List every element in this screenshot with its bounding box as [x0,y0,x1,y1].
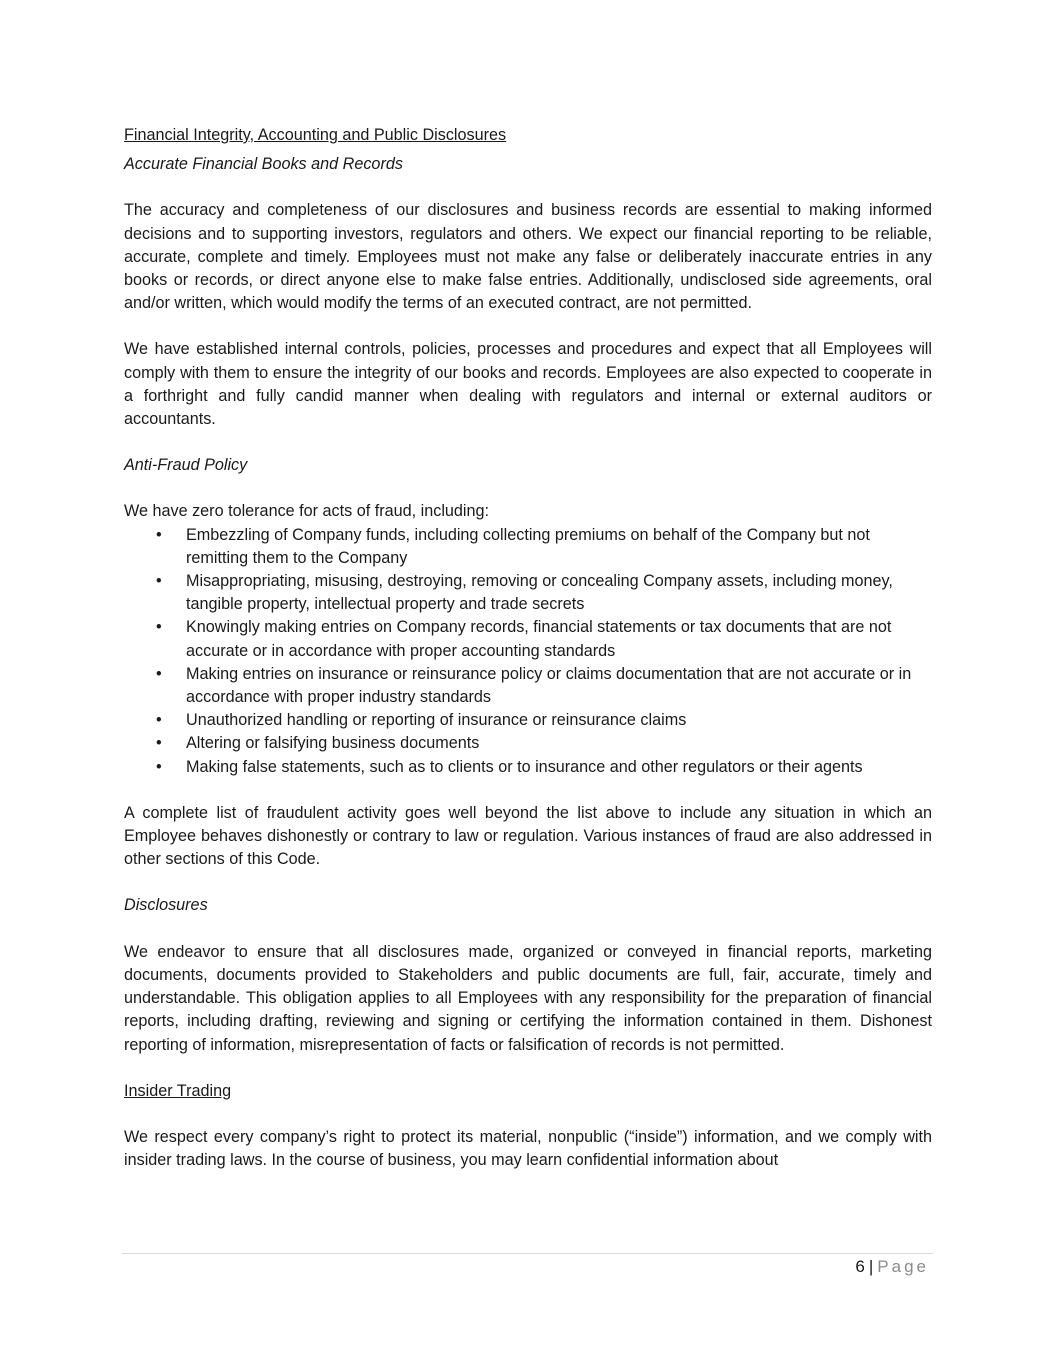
paragraph-anti-fraud: A complete list of fraudulent activity goes well beyond the list above to include any situation in which an Employee behaves dishonestly or contrary to law or regulation. Various instances of fraud are also addressed in other sections of this Code. [124,803,932,869]
list-item: • Altering or falsifying business documents [124,732,932,755]
paragraph-insider-trading: We respect every company’s right to protect its material, nonpublic (“inside”) information, and we comply with insider trading laws. In the course of business, you may learn confidential information about [124,1127,932,1170]
list-item: • Making false statements, such as to clients or to insurance and other regulators or their agents [124,756,932,779]
section-heading-insider-trading: Insider Trading [124,1081,232,1100]
footer-separator: | [868,1257,874,1276]
bullet-icon: • [156,711,162,730]
subsection-title-books-records: Accurate Financial Books and Records [124,155,403,174]
page-label: Page [877,1257,929,1276]
bullet-icon: • [156,525,162,544]
subsection-title-disclosures: Disclosures [124,896,208,915]
anti-fraud-intro: We have zero tolerance for acts of fraud, including: [124,502,490,521]
paragraph-books-records-1: The accuracy and completeness of our disclosures and business records are essential to making informed decisions and to supporting investors, regulators and others. We expect our financial reporting to be reliable, accurate, complete and timely. Employees must not make any false or deliberately inaccurate entries in any books or records, or direct anyone else to make false entries. Additionally, undisclosed side agreements, oral and/or written, which would modify the terms of an executed contract, are not permitted. [124,201,932,313]
list-item: • Unauthorized handling or reporting of insurance or reinsurance claims [124,709,932,732]
page-number: 6 [855,1257,865,1276]
bullet-icon: • [156,664,162,683]
list-item: • Misappropriating, misusing, destroying, removing or concealing Company assets, including money, tangible property, intellectual property and trade secrets [156,572,893,614]
list-item: • Knowingly making entries on Company records, financial statements or tax documents that are not accurate or in accordance with proper accounting standards [156,618,892,660]
subsection-title-anti-fraud: Anti-Fraud Policy [124,456,248,475]
anti-fraud-list [124,524,932,779]
list-item: • Embezzling of Company funds, including collecting premiums on behalf of the Company but not remitting them to the Company [156,525,870,567]
page-footer [855,1257,929,1277]
paragraph-disclosures: We endeavor to ensure that all disclosures made, organized or conveyed in financial reports, marketing documents, documents provided to Stakeholders and public documents are full, fair, accurate, timely and understandable. This obligation applies to all Employees with any responsibility for the preparation of financial reports, including drafting, reviewing and signing or certifying the information contained in them. Dishonest reporting of information, misrepresentation of facts or falsification of records is not permitted. [124,942,932,1054]
bullet-icon: • [156,618,162,637]
paragraph-books-records-2: We have established internal controls, policies, processes and procedures and expect that all Employees will comply with them to ensure the integrity of our books and records. Employees are also expected to cooperate in a forthright and fully candid manner when dealing with regulators and internal or external auditors or accountants. [124,340,932,429]
page-content [124,124,932,1172]
bullet-icon: • [156,572,162,591]
list-item: • Making entries on insurance or reinsurance policy or claims documentation that are not accurate or in accordance with proper industry standards [156,664,912,707]
bullet-icon: • [156,757,162,776]
bullet-icon: • [156,734,162,753]
footer-divider [122,1253,933,1254]
section-heading-financial-integrity: Financial Integrity, Accounting and Public Disclosures [124,126,507,144]
